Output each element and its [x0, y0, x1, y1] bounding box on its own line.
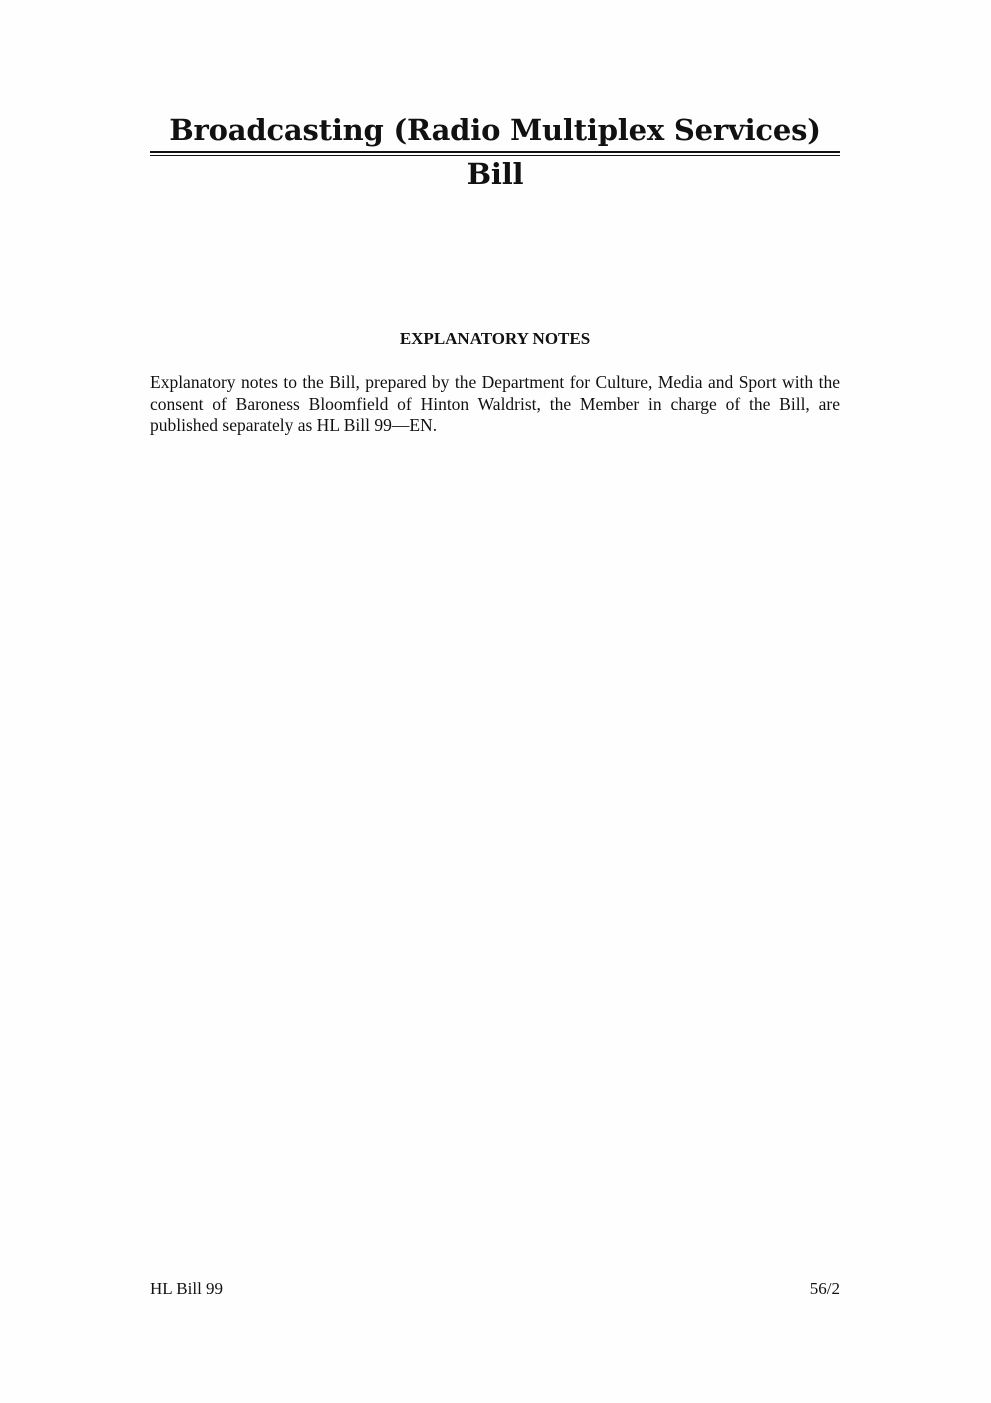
- explanatory-notes-heading: EXPLANATORY NOTES: [399, 329, 591, 348]
- bill-reference: HL Bill 99: [150, 1279, 224, 1298]
- title-rule-thin: [150, 155, 840, 156]
- title-rule-thick: [150, 151, 840, 153]
- explanatory-notes-body: Explanatory notes to the Bill, prepared by the Department for Culture, Media and Sport with the consent of Baroness Bloomfield of Hinton Waldrist, the Member in charge of the Bill, are published separately as HL Bill 99—EN.: [150, 372, 840, 435]
- print-number: 56/2: [809, 1279, 840, 1298]
- bill-title: Broadcasting (Radio Multiplex Services) Bill: [169, 113, 821, 191]
